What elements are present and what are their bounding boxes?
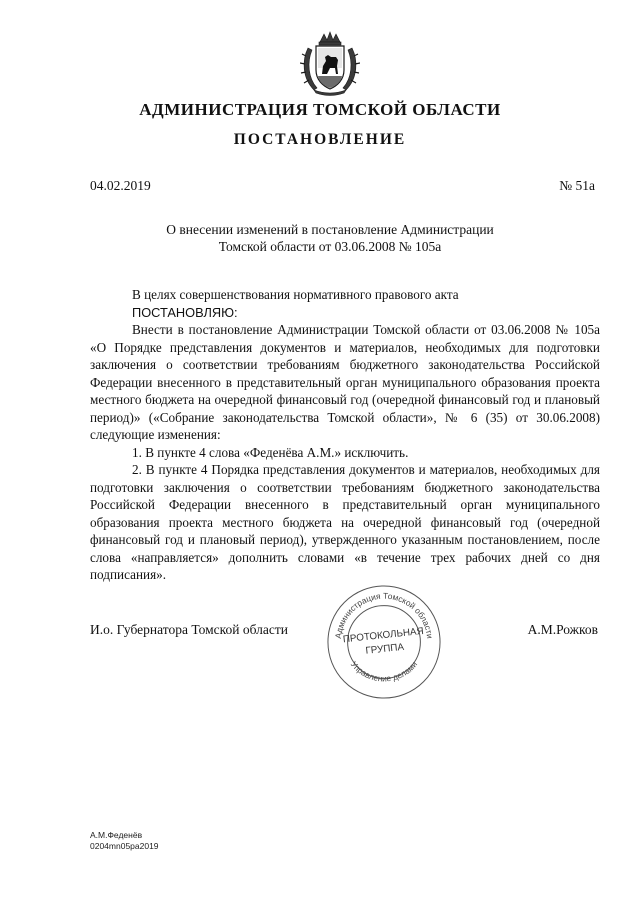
- stamp-center-line-2: ГРУППА: [365, 641, 405, 657]
- organization-title: АДМИНИСТРАЦИЯ ТОМСКОЙ ОБЛАСТИ: [139, 100, 501, 119]
- document-number: № 51а: [559, 178, 595, 193]
- body-paragraph-3: 2. В пункте 4 Порядка представления документов и материалов, необходимых для подготовки заключения о соответствии требованиям бюджетного законодательства Российской Федерации внесенного в представительный орган муниципального образования проекта местного бюджета на очередной финансовый год (очередной финансовый год и плановый период), утвержденного указанным постановлением, после слова «направляется» дополнить словами «в течение трех рабочих дней со дня подписания».: [90, 462, 600, 582]
- executor-block: [90, 830, 159, 852]
- document-type: ПОСТАНОВЛЕНИЕ: [233, 131, 407, 148]
- executor-name: А.М.Феденёв: [90, 830, 143, 840]
- subject-line-1: О внесении изменений в постановление Администрации: [166, 222, 494, 237]
- signer-position: И.о. Губернатора Томской области: [90, 622, 288, 637]
- document-date: 04.02.2019: [90, 178, 151, 193]
- body-paragraph-2: 1. В пункте 4 слова «Феденёва А.М.» исключить.: [132, 444, 409, 460]
- intro-paragraph: В целях совершенствования нормативного правового акта: [132, 287, 459, 302]
- document-body: [90, 286, 600, 584]
- decree-word: ПОСТАНОВЛЯЮ:: [132, 304, 238, 320]
- body-paragraph-1: Внести в постановление Администрации Томской области от 03.06.2008 № 105а «О Порядке представления документов и материалов, необходимых для подготовки заключения о соответствии требованиям бюджетного законодательства Российской Федерации внесенного в представительный орган муниципального образования проекта местного бюджета на очередной финансовый год (очередной финансовый год и плановый период)» («Собрание законодательства Томской области», № 6 (35) от 30.06.2008) следующие изменения:: [90, 322, 600, 442]
- document-subject: [120, 221, 540, 255]
- document-code: 0204mn05pa2019: [90, 841, 159, 851]
- stamp-center-line-1: ПРОТОКОЛЬНАЯ: [342, 625, 425, 646]
- subject-line-2: Томской области от 03.06.2008 № 105а: [218, 239, 442, 254]
- stamp-outer-text-bottom: Управление делами: [348, 659, 420, 684]
- stamp-outer-text-top: Администрация Томской области: [332, 590, 436, 640]
- coat-of-arms-icon: [300, 30, 360, 96]
- official-stamp: [325, 583, 443, 701]
- signer-name: А.М.Рожков: [527, 622, 598, 637]
